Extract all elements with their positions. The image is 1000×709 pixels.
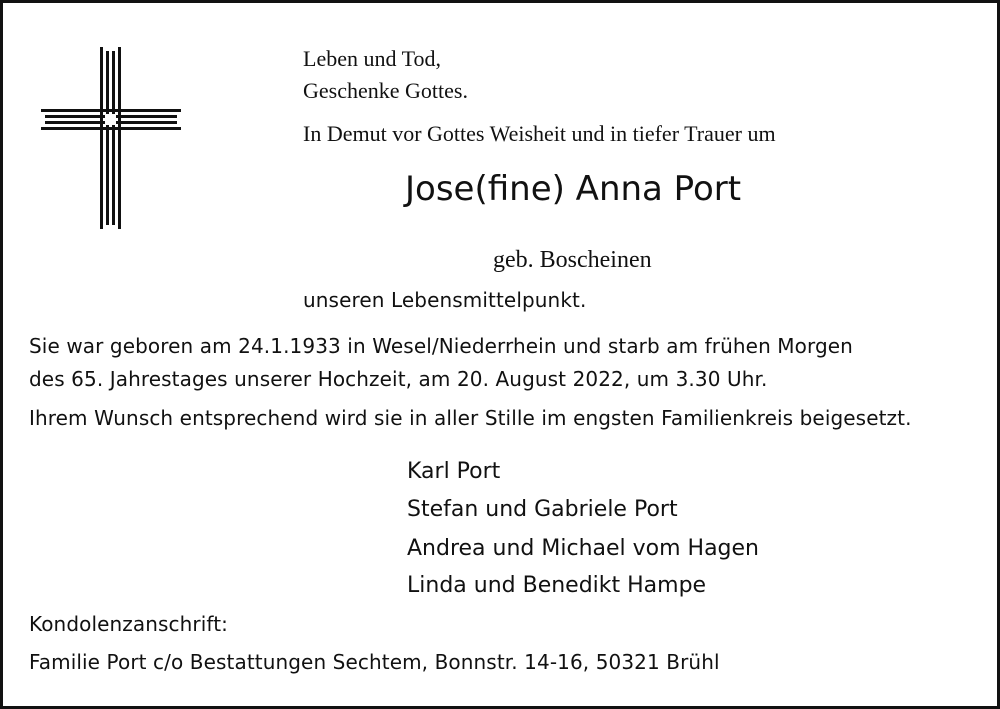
deceased-name: Jose(fine) Anna Port [405, 169, 742, 209]
intro-text: In Demut vor Gottes Weisheit und in tiefer Trauer um [303, 121, 776, 146]
verse-line-1: Leben und Tod, [303, 46, 441, 71]
mourner-3: Andrea und Michael vom Hagen [407, 536, 759, 561]
condolence-address: Familie Port c/o Bestattungen Sechtem, Bonnstr. 14-16, 50321 Brühl [29, 650, 720, 674]
verse-line-2: Geschenke Gottes. [303, 78, 468, 103]
maiden-name: geb. Boscheinen [493, 247, 652, 273]
relation-text: unseren Lebensmittelpunkt. [303, 288, 587, 312]
mourner-1: Karl Port [407, 459, 501, 484]
mourner-4: Linda und Benedikt Hampe [407, 573, 707, 598]
condolence-label: Kondolenzanschrift: [29, 612, 228, 636]
mourner-2: Stefan und Gabriele Port [407, 497, 678, 522]
details-line-2: des 65. Jahrestages unserer Hochzeit, am 20. August 2022, um 3.30 Uhr. [29, 367, 768, 391]
details-line-3: Ihrem Wunsch entsprechend wird sie in aller Stille im engsten Familienkreis beigesetzt. [29, 406, 912, 430]
details-line-1: Sie war geboren am 24.1.1933 in Wesel/Niederrhein und starb am frühen Morgen [29, 334, 853, 358]
cross-icon [39, 45, 183, 231]
